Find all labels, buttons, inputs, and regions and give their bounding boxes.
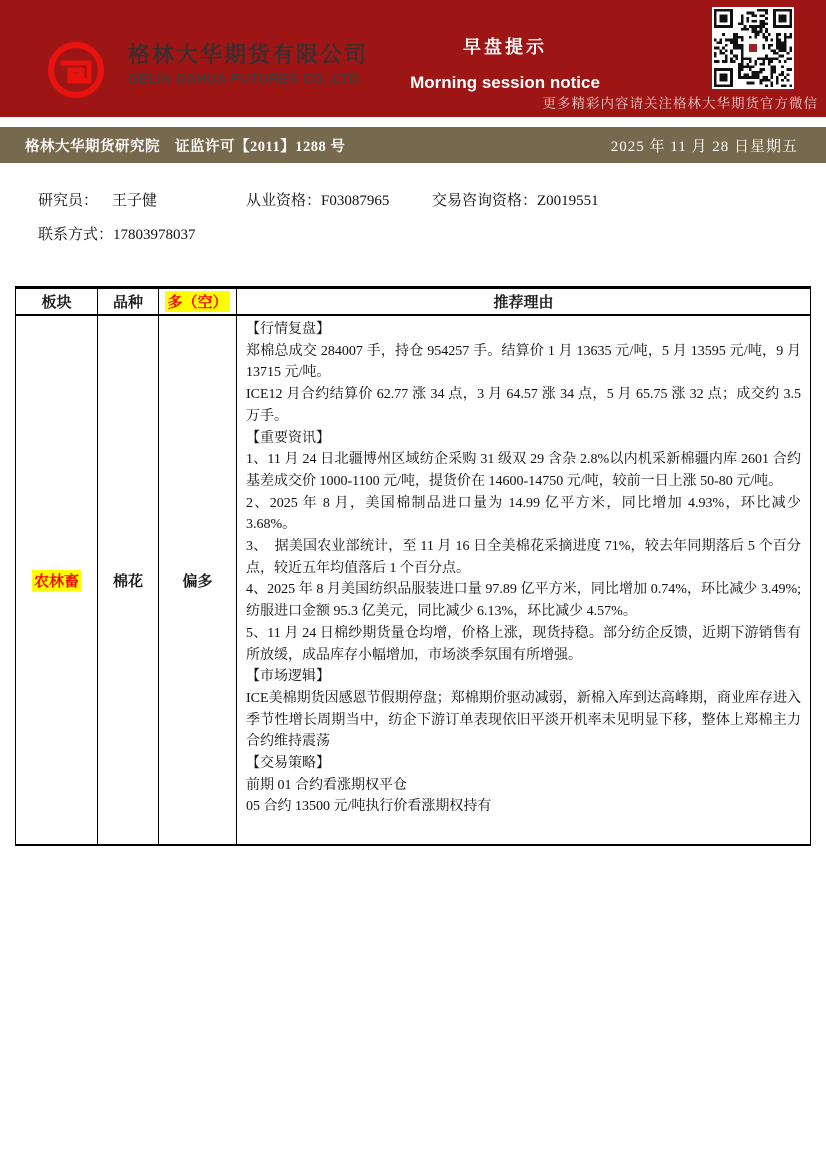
advisory-label: 交易咨询资格： — [432, 193, 538, 209]
company-name-block — [128, 44, 368, 86]
reason-paragraph: 【市场逻辑】 — [246, 669, 330, 685]
wechat-note: 更多精彩内容请关注格林大华期货官方微信 — [542, 96, 818, 111]
practice-label: 从业资格： — [246, 193, 322, 209]
practice-qualification — [246, 189, 389, 210]
header-sector: 板块 — [16, 289, 98, 314]
cell-variety: 棉花 — [98, 316, 159, 844]
header-reason: 推荐理由 — [493, 295, 554, 311]
cell-bias: 偏多 — [159, 316, 237, 844]
reason-paragraph: 【重要资讯】 — [246, 430, 330, 446]
header-bias — [159, 289, 237, 314]
notice-title-block — [380, 33, 630, 93]
practice-number: F03087965 — [321, 193, 390, 209]
notice-title-cn: 早盘提示 — [463, 37, 547, 57]
cell-sector — [16, 316, 98, 844]
company-name-en: GELIN DAHUA FUTURES CO.,LTD. — [128, 71, 364, 86]
reason-paragraph: 05 合约 13500 元/吨执行价看涨期权持有 — [246, 799, 492, 815]
report-date: 2025 年 11 月 28 日星期五 — [610, 138, 798, 155]
reason-paragraph: 5、11 月 24 日棉纱期货量仓均增，价格上涨，现货持稳。部分纺企反馈，近期下游销售有所放缓，成品库存小幅增加，市场淡季氛围有所增强。 — [246, 625, 801, 663]
company-logo-icon — [46, 40, 106, 100]
header-bias-highlight: 多（空） — [165, 291, 229, 312]
advisory-number: Z0019551 — [537, 193, 599, 209]
institute-date-bar — [0, 127, 826, 163]
contact-info — [38, 223, 196, 244]
top-banner — [0, 0, 826, 117]
cell-reason — [237, 316, 810, 844]
reason-paragraph: 【交易策略】 — [246, 756, 330, 772]
advisory-qualification — [432, 189, 599, 210]
wechat-qr-code — [712, 7, 794, 89]
header-variety: 品种 — [98, 289, 159, 314]
researcher-label: 研究员： — [38, 193, 99, 209]
table-row — [16, 316, 810, 844]
researcher-name-value: 王子健 — [112, 193, 158, 209]
table-header-row — [16, 289, 810, 316]
sector-highlight: 农林畜 — [32, 570, 81, 591]
contact-label: 联系方式： — [38, 227, 114, 243]
reason-paragraph: 2、2025 年 8 月，美国棉制品进口量为 14.99 亿平方米，同比增加 4.93%，环比减少 3.68%。 — [246, 495, 801, 533]
reason-paragraph: ICE美棉期货因感恩节假期停盘；郑棉期价驱动减弱，新棉入库到达高峰期，商业库存进入季节性增长周期当中，纺企下游订单表现依旧平淡开机率未见明显下移，整体上郑棉主力合约维持震荡 — [246, 690, 801, 750]
contact-number: 17803978037 — [113, 227, 196, 243]
reason-paragraph: 4、2025 年 8 月美国纺织品服装进口量 97.89 亿平方米，同比增加 0.74%，环比减少 3.49%;纺服进口金额 95.3 亿美元，同比减少 6.13%，环比减少 4.57%。 — [246, 582, 801, 620]
notice-title-en: Morning session notice — [410, 73, 600, 92]
researcher-name — [38, 189, 157, 210]
reason-paragraph: 郑棉总成交 284007 手，持仓 954257 手。结算价 1 月 13635 元/吨，5 月 13595 元/吨，9 月 13715 元/吨。 — [246, 343, 801, 381]
reason-paragraph: 前期 01 合约看涨期权平仓 — [246, 777, 407, 793]
recommendation-table — [15, 286, 811, 846]
qr-pattern-icon — [714, 9, 792, 87]
reason-paragraph: 1、11 月 24 日北疆博州区域纺企采购 31 级双 29 含杂 2.8%以内机采新棉疆内库 2601 合约基差成交价 1000-1100 元/吨，提货价在 14600-14750 元/吨，较前一日上涨 50-80 元/吨。 — [246, 452, 801, 489]
institute-license: 格林大华期货研究院 证监许可【2011】1288 号 — [25, 138, 346, 155]
reason-paragraph: 【行情复盘】 — [246, 322, 330, 337]
reason-paragraph: 3、 据美国农业部统计，至 11 月 16 日全美棉花采摘进度 71%，较去年同期落后 5 个百分点，较近五年均值落后 1 个百分点。 — [246, 539, 801, 576]
logo-emblem-icon — [46, 40, 106, 100]
company-name-cn: 格林大华期货有限公司 — [128, 42, 369, 67]
reason-paragraph: ICE12 月合约结算价 62.77 涨 34 点，3 月 64.57 涨 34 点，5 月 65.75 涨 32 点；成交约 3.5 万手。 — [246, 387, 801, 424]
